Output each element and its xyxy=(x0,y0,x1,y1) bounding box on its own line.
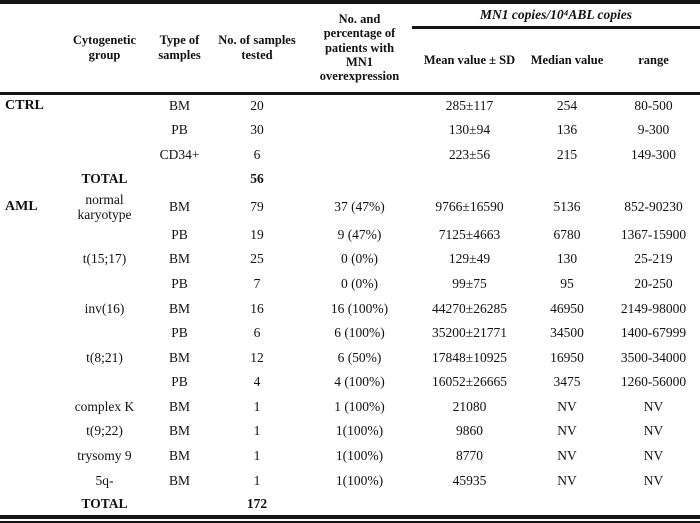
cell-cytogenetic-group: 5q- xyxy=(95,472,114,488)
table-row xyxy=(0,118,700,143)
cell-group xyxy=(0,167,57,192)
cell-group xyxy=(0,394,57,419)
cell-group xyxy=(0,468,57,493)
cell-samples-tested: 1 xyxy=(253,398,261,414)
cell-mean-sd xyxy=(412,167,527,192)
cell-cytogenetic-group: TOTAL xyxy=(81,171,128,187)
cell-samples-tested: 6 xyxy=(253,146,261,162)
cell-mean-sd: 223±56 xyxy=(448,146,491,162)
cell-range: 20-250 xyxy=(634,276,673,292)
cell-samples-tested: 7 xyxy=(253,276,261,292)
cell-range xyxy=(607,167,700,192)
cell-range: 80-500 xyxy=(634,98,673,114)
cell-median-value: 3475 xyxy=(553,374,581,390)
cell-samples-tested: 25 xyxy=(250,251,264,267)
table-row xyxy=(0,191,700,222)
cell-range: 9-300 xyxy=(637,122,670,138)
table-row xyxy=(0,222,700,247)
cell-median-value: NV xyxy=(557,447,577,463)
cell-mean-sd: 44270±26285 xyxy=(432,300,507,316)
table-row xyxy=(0,320,700,345)
cell-overexpression: 6 (100%) xyxy=(334,325,385,341)
cell-range: 2149-98000 xyxy=(620,300,687,316)
cell-mean-sd: 9766±16590 xyxy=(435,199,504,215)
cell-group xyxy=(0,247,57,272)
cell-samples-tested: 172 xyxy=(246,496,268,512)
cell-sample-type: BM xyxy=(168,251,190,267)
cell-overexpression: 6 (50%) xyxy=(337,349,382,365)
cell-group xyxy=(0,296,57,321)
cell-sample-type: BM xyxy=(168,349,190,365)
cell-overexpression xyxy=(307,142,412,167)
cell-sample-type: PB xyxy=(171,325,188,341)
cell-sample-type: PB xyxy=(171,226,188,242)
cell-cytogenetic-group: trysomy 9 xyxy=(77,447,132,463)
cell-sample-type: BM xyxy=(168,423,190,439)
cell-range: 1260-56000 xyxy=(620,374,687,390)
cell-mean-sd: 35200±21771 xyxy=(432,325,507,341)
cell-mean-sd: 16052±26665 xyxy=(432,374,507,390)
cell-median-value: 5136 xyxy=(553,199,581,215)
table-row xyxy=(0,247,700,272)
cell-mean-sd: 99±75 xyxy=(452,276,487,292)
cell-median-value: 34500 xyxy=(550,325,584,341)
cell-mean-sd: 285±117 xyxy=(445,98,494,114)
cell-median-value: 254 xyxy=(556,98,578,114)
cell-cytogenetic-group xyxy=(57,370,152,395)
table-row xyxy=(0,167,700,192)
cell-sample-type: BM xyxy=(168,472,190,488)
cell-range: 3500-34000 xyxy=(620,349,687,365)
cell-mean-sd: 9860 xyxy=(456,423,483,439)
cell-cytogenetic-group xyxy=(57,142,152,167)
cell-overexpression xyxy=(307,118,412,143)
table-row xyxy=(0,394,700,419)
cell-median-value xyxy=(527,492,607,517)
cell-group xyxy=(0,222,57,247)
cell-cytogenetic-group: t(9;22) xyxy=(86,423,123,439)
table-row xyxy=(0,93,700,118)
cell-sample-type: BM xyxy=(168,398,190,414)
table-row xyxy=(0,370,700,395)
cell-sample-type: BM xyxy=(168,447,190,463)
cell-cytogenetic-group xyxy=(57,118,152,143)
cell-range: NV xyxy=(643,423,664,439)
header-mean-sd: Mean value ± SD xyxy=(412,27,527,93)
table-header xyxy=(0,2,700,93)
cell-mean-sd: 7125±4663 xyxy=(438,226,501,242)
cell-samples-tested: 6 xyxy=(253,325,261,341)
cell-samples-tested: 79 xyxy=(250,199,264,215)
cell-mean-sd xyxy=(412,492,527,517)
cell-cytogenetic-group: complex K xyxy=(74,398,135,414)
cell-mean-sd: 45935 xyxy=(452,472,487,488)
header-cytogenetic-group: Cytogenetic group xyxy=(57,2,152,93)
cell-sample-type: PB xyxy=(171,374,188,390)
cell-group xyxy=(0,142,57,167)
cell-median-value: 215 xyxy=(556,146,578,162)
cell-sample-type: BM xyxy=(168,300,190,316)
cell-median-value: 6780 xyxy=(553,226,581,242)
cell-cytogenetic-group: TOTAL xyxy=(81,496,128,512)
cell-mean-sd: 8770 xyxy=(456,447,483,463)
cell-samples-tested: 4 xyxy=(253,374,261,390)
cell-median-value: 95 xyxy=(560,276,574,292)
header-samples-tested: No. of samples tested xyxy=(207,2,307,93)
header-range: range xyxy=(607,27,700,93)
cell-group: CTRL xyxy=(5,98,44,114)
cell-overexpression xyxy=(307,492,412,517)
cell-overexpression: 16 (100%) xyxy=(330,300,389,316)
cell-mean-sd: 130±94 xyxy=(448,122,491,138)
cell-median-value: 136 xyxy=(556,122,578,138)
header-mn1-overexpression: No. and percentage of patients with MN1 overexpression xyxy=(307,2,412,93)
cell-group xyxy=(0,419,57,444)
cell-overexpression: 1(100%) xyxy=(335,423,384,439)
cell-sample-type: BM xyxy=(168,98,190,114)
cell-range: 1367-15900 xyxy=(620,226,687,242)
cell-range: 1400-67999 xyxy=(620,325,687,341)
cell-median-value: 130 xyxy=(556,251,578,267)
table-row xyxy=(0,443,700,468)
cell-samples-tested: 1 xyxy=(253,423,261,439)
cell-mean-sd: 21080 xyxy=(452,398,487,414)
cell-median-value: NV xyxy=(557,398,577,414)
cell-mean-sd: 17848±10925 xyxy=(432,349,507,365)
cell-samples-tested: 16 xyxy=(250,300,264,316)
cell-cytogenetic-group xyxy=(57,93,152,118)
cell-group xyxy=(0,443,57,468)
cell-samples-tested: 56 xyxy=(250,171,264,187)
cell-overexpression: 1(100%) xyxy=(335,447,384,463)
cell-median-value: NV xyxy=(557,472,577,488)
table-row xyxy=(0,468,700,493)
cell-median-value: 16950 xyxy=(550,349,584,365)
cell-sample-type: PB xyxy=(171,122,188,138)
cell-overexpression: 37 (47%) xyxy=(334,199,385,215)
cell-range: NV xyxy=(643,447,664,463)
cell-sample-type xyxy=(152,492,207,517)
header-mn1-copies-span: MN1 copies/10⁴ABL copies xyxy=(412,2,700,27)
cell-cytogenetic-group: inv(16) xyxy=(84,300,125,316)
cell-group xyxy=(0,118,57,143)
cell-samples-tested: 30 xyxy=(250,122,264,138)
cell-overexpression: 0 (0%) xyxy=(340,251,379,267)
table-row xyxy=(0,271,700,296)
cell-overexpression xyxy=(307,93,412,118)
cell-samples-tested: 19 xyxy=(250,226,264,242)
cell-range: NV xyxy=(643,472,664,488)
table-row xyxy=(0,419,700,444)
cell-median-value xyxy=(527,167,607,192)
cell-range xyxy=(607,492,700,517)
cell-group xyxy=(0,320,57,345)
cell-group xyxy=(0,492,57,517)
cell-cytogenetic-group: t(15;17) xyxy=(82,251,127,267)
cell-sample-type: PB xyxy=(171,276,188,292)
table-row xyxy=(0,142,700,167)
header-type-of-samples: Type of samples xyxy=(152,2,207,93)
table-row xyxy=(0,296,700,321)
cell-samples-tested: 12 xyxy=(250,349,264,365)
cell-group xyxy=(0,271,57,296)
cell-median-value: NV xyxy=(557,423,577,439)
header-row-top xyxy=(0,2,700,27)
cell-overexpression: 1(100%) xyxy=(335,472,384,488)
cell-samples-tested: 20 xyxy=(250,98,264,114)
header-median-value: Median value xyxy=(527,27,607,93)
cell-cytogenetic-group xyxy=(57,271,152,296)
cell-range: 149-300 xyxy=(631,146,676,162)
cell-cytogenetic-group xyxy=(57,320,152,345)
cell-cytogenetic-group: t(8;21) xyxy=(86,349,123,365)
cell-cytogenetic-group: normal karyotype xyxy=(77,191,132,222)
cell-sample-type xyxy=(152,167,207,192)
cell-mean-sd: 129±49 xyxy=(448,251,491,267)
table-row xyxy=(0,492,700,517)
cell-overexpression: 1 (100%) xyxy=(334,398,385,414)
cell-overexpression: 4 (100%) xyxy=(334,374,385,390)
header-group-empty xyxy=(0,2,57,93)
cell-samples-tested: 1 xyxy=(253,472,261,488)
table-body xyxy=(0,93,700,517)
cell-group: AML xyxy=(5,198,38,214)
cell-overexpression: 9 (47%) xyxy=(337,226,382,242)
cell-group xyxy=(0,345,57,370)
cell-group xyxy=(0,370,57,395)
cell-samples-tested: 1 xyxy=(253,447,261,463)
cell-range: NV xyxy=(643,398,664,414)
cell-median-value: 46950 xyxy=(550,300,584,316)
cell-range: 25-219 xyxy=(634,251,673,267)
table-row xyxy=(0,345,700,370)
cell-sample-type: BM xyxy=(168,199,190,215)
cell-overexpression: 0 (0%) xyxy=(340,276,379,292)
cell-sample-type: CD34+ xyxy=(159,146,200,162)
cell-cytogenetic-group xyxy=(57,222,152,247)
cell-overexpression xyxy=(307,167,412,192)
cell-range: 852-90230 xyxy=(624,199,683,215)
